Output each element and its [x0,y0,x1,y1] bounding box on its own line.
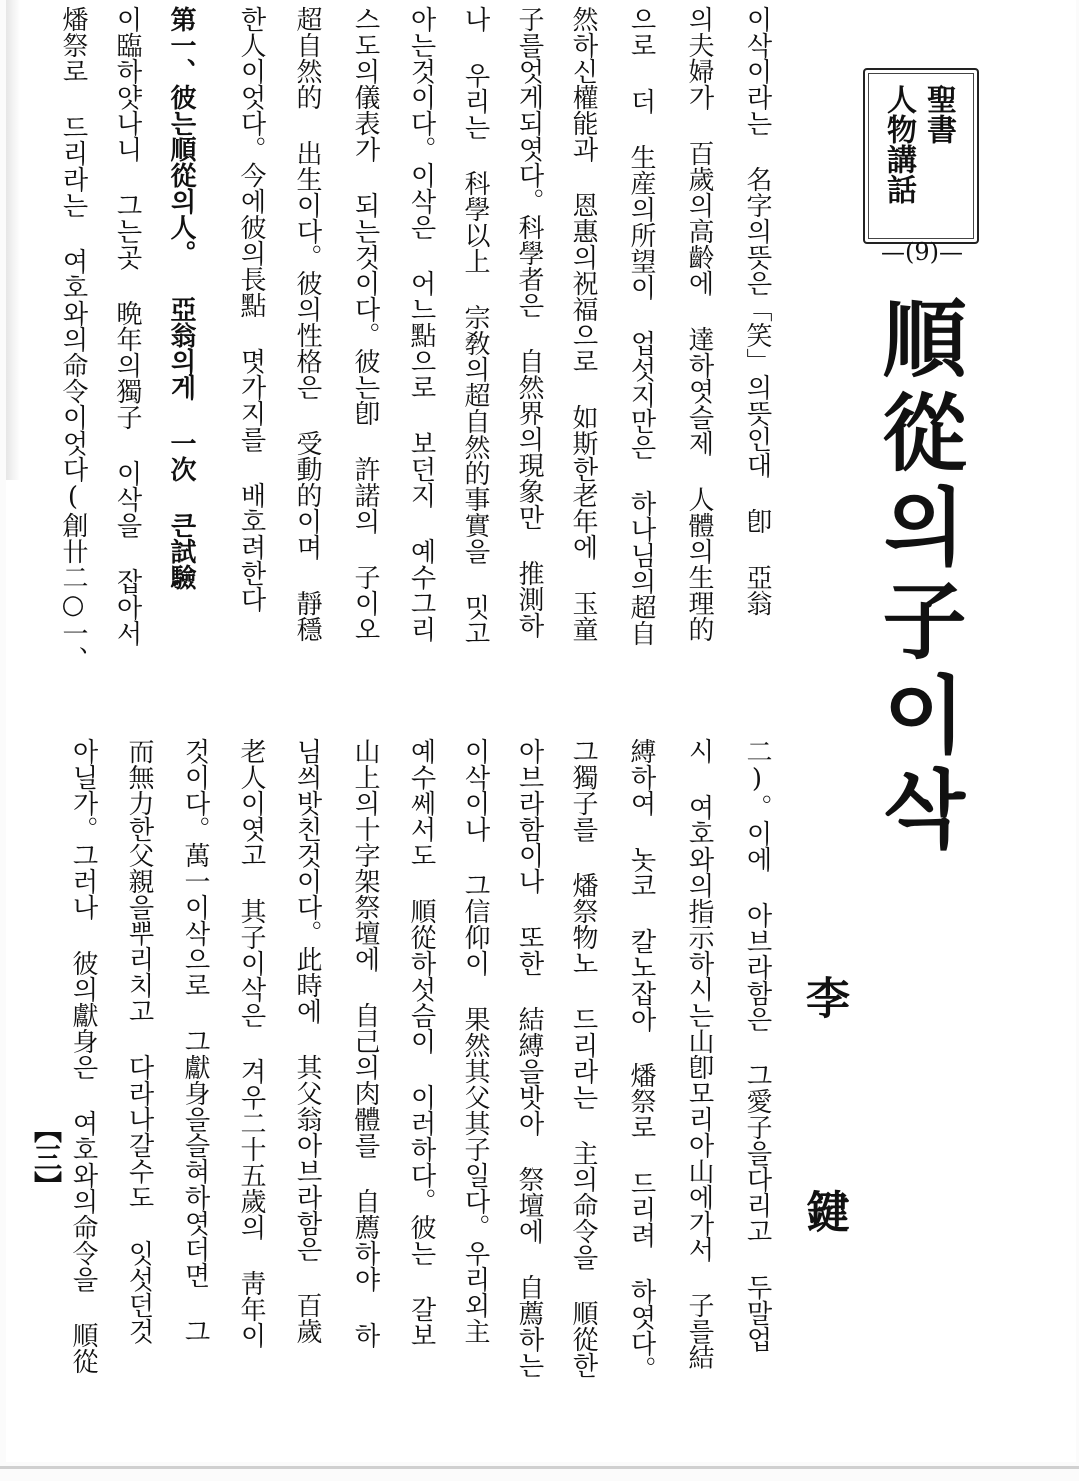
scanned-page [6,0,1076,1462]
text-column: 님씌밧친것이다。此時에 其父翁아브라함은 百歲 [292,738,322,1344]
author-name: 李鍵 [798,975,849,1403]
page-number: 【三】 [30,1115,63,1199]
series-subtitle: 人物講話 [881,84,916,204]
text-column: 이삭이나 그信仰이 果然其父其子일다。우리외主 [460,738,490,1344]
text-column: 의夫婦가 百歲의高齡에 達하엿슬제 人體의生理的 [684,6,714,642]
text-column: 子를엇게되엿다。科學者은 自然界의現象만 推測하 [514,6,544,638]
text-column: 二)。이에 아브라함은 그愛子을다리고 두말업 [742,738,772,1352]
text-column: 이臨하얏나니 그는곳 晩年의獨子 이삭을 잡아서 [112,6,142,646]
page-title: 順從의子이삭 [869,295,968,859]
chapter-number: —(9)— [881,238,963,266]
scan-edge-line [0,1466,1079,1469]
text-column: 시 여호와의指示하시는山卽모리아山에가서 子를結 [684,738,714,1370]
text-column: 나 우리는 科學以上 宗敎의超自然的事實을 밋고 [460,6,490,646]
text-column: 예수쎄서도 順從하섯슴이 이러하다。彼는 갈보 [406,738,436,1348]
text-column: 이삭이라는 名字의뜻은「笑」의뜻인대 卽 亞翁 [742,6,772,616]
text-column: 아는것이다。이삭은 어느點으로 보던지 예수그리 [406,6,436,642]
section-heading: 第一、彼는順從의人。 亞翁의게 一次 큰試驗 [166,6,196,590]
text-column: 而無力한父親을뿌리치고 다라나갈수도 잇섯던것 [124,738,154,1344]
text-column: 然하신權能과 恩惠의祝福으로 如斯한老年에 玉童 [568,6,598,642]
binding-shadow [6,0,20,480]
text-column: 으로 더 生産의所望이 업섯지만은 하나님의超自 [626,6,656,646]
text-column: 縛하여 놋코 칼노잡아 燔祭로 드리려 하엿다。 [626,738,656,1382]
text-column: 것이다。萬一이삭으로 그獻身을슬혀하엿더면 그 [180,738,210,1344]
series-title: 聖書 [921,84,956,144]
text-column: 아닐가。그러나 彼의獻身은 여호와의命令을 順從 [68,738,98,1374]
text-column: 老人이엿고 其子이삭은 겨우二十五歲의 靑年이 [236,738,266,1348]
series-box [863,68,979,244]
text-column: 아브라함이나 또한 結縛을밧아 祭壇에 自薦하는 [514,738,544,1378]
text-column: 스도의儀表가 되는것이다。彼는卽 許諾의 子이오 [350,6,380,642]
text-column: 超自然的 出生이다。彼의性格은 受動的이며 靜穩 [292,6,322,642]
text-column: 燔祭로 드리라는 여호와의命令이엇다(創卄二○一、 [58,6,88,672]
text-column: 山上의十字架祭壇에 自己의肉體를 自薦하야 하 [350,738,380,1348]
text-column: 그獨子를 燔祭物노 드리라는 主의命令을 順從한 [568,738,598,1378]
text-column: 한人이엇다。今에彼의長點 몃가지를 배호려한다 [236,6,266,612]
